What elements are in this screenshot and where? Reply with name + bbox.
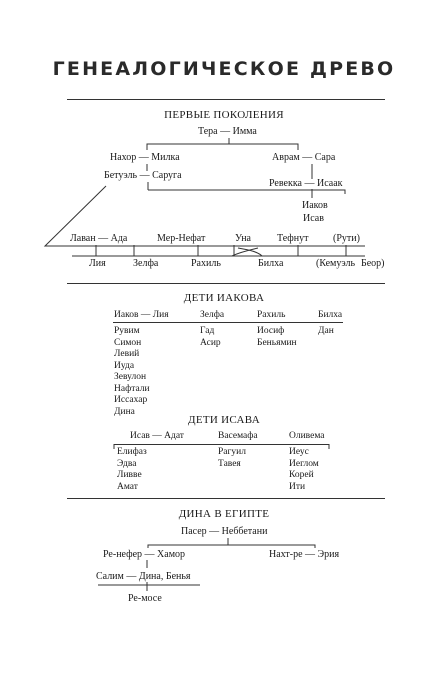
rahil: Рахиль xyxy=(191,258,221,269)
list-item: Амат xyxy=(117,481,138,492)
list-item: Дина xyxy=(114,406,135,417)
list-item: Дан xyxy=(318,326,334,336)
tree-line xyxy=(148,545,315,548)
section-heading-children-of-esau: ДЕТИ ИСАВА xyxy=(188,414,260,426)
section-heading-dina-in-egypt: ДИНА В ЕГИПТЕ xyxy=(178,508,270,520)
mer-nefat: Мер-Нефат xyxy=(157,233,206,244)
list-item: Корей xyxy=(289,470,314,480)
list-item: Нафтали xyxy=(114,383,150,394)
iakov: Иаков xyxy=(302,200,328,211)
list-item: Иеус xyxy=(289,447,309,457)
column-header: Билха xyxy=(318,310,343,320)
list-item: Ити xyxy=(289,481,306,492)
list-item: Ливве xyxy=(117,470,142,480)
list-item: Асир xyxy=(200,337,221,348)
remose: Ре-мосе xyxy=(128,593,162,604)
salim-dina-benya: Салим — Дина, Бенья xyxy=(96,571,191,582)
nakhtre-eriya: Нахт-ре — Эрия xyxy=(269,549,340,560)
page-title: ГЕНЕАЛОГИЧЕСКОЕ ДРЕВО xyxy=(52,58,396,80)
list-item: Беньямин xyxy=(257,337,297,348)
avram-sara: Аврам — Сара xyxy=(272,152,336,163)
list-item: Тавея xyxy=(218,458,241,469)
list-item: Рувим xyxy=(114,326,140,336)
column-header: Исав — Адат xyxy=(130,431,184,441)
list-item: Симон xyxy=(114,337,142,348)
section-heading-children-of-jacob: ДЕТИ ИАКОВА xyxy=(183,292,265,304)
column-header: Васемафа xyxy=(218,431,258,441)
column-header: Оливема xyxy=(289,431,325,441)
bilha: Билха xyxy=(258,258,284,269)
list-item: Иеглом xyxy=(289,458,319,469)
list-item: Левий xyxy=(114,349,140,359)
list-item: Рагуил xyxy=(218,447,246,457)
tefnut: Тефнут xyxy=(277,233,309,244)
liya: Лия xyxy=(89,258,106,269)
section-heading-first-generations: ПЕРВЫЕ ПОКОЛЕНИЯ xyxy=(164,109,284,121)
terah-imma: Тера — Имма xyxy=(198,126,257,137)
column-header: Рахиль xyxy=(257,310,286,320)
column-header: Зелфа xyxy=(200,310,225,320)
betuel-saruga: Бетуэль — Саруга xyxy=(104,170,182,181)
list-item: Иуда xyxy=(114,360,135,371)
ruti: (Рути) xyxy=(333,233,360,244)
paser-nebbetani: Пасер — Неббетани xyxy=(181,526,268,537)
list-item: Эдва xyxy=(117,458,137,469)
isav: Исав xyxy=(303,213,324,224)
list-item: Елифаз xyxy=(117,447,147,457)
list-item: Иосиф xyxy=(257,326,285,336)
list-item: Иссахар xyxy=(114,395,148,405)
beor: Беор) xyxy=(361,258,385,269)
kemuel: (Кемуэль xyxy=(316,258,356,269)
zelfa: Зелфа xyxy=(133,258,159,269)
list-item: Зевулон xyxy=(114,372,147,382)
renefer-hamor: Ре-нефер — Хамор xyxy=(103,549,186,560)
rebekka-isaak: Ревекка — Исаак xyxy=(269,178,343,189)
laban-ada: Лаван — Ада xyxy=(70,233,128,244)
list-item: Гад xyxy=(200,326,215,336)
column-header: Иаков — Лия xyxy=(114,310,169,320)
nahor-milka: Нахор — Милка xyxy=(110,152,180,163)
una: Уна xyxy=(235,233,251,244)
